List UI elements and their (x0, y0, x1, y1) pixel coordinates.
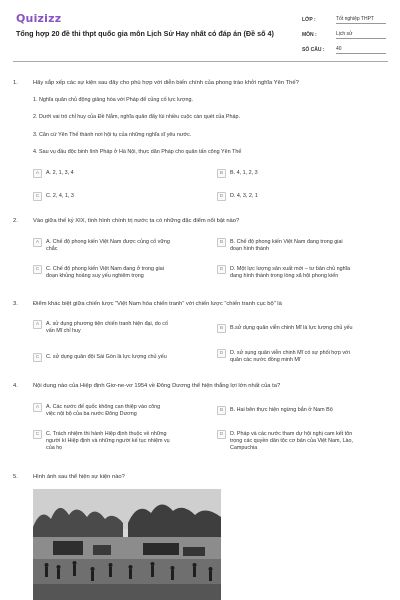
option-line: chắc (46, 246, 58, 252)
meta-class (302, 14, 386, 26)
option-text: B. 4, 1, 2, 3 (230, 170, 258, 176)
option-c[interactable] (33, 265, 164, 280)
option-text: C. 2, 4, 1, 3 (46, 193, 74, 199)
option-text (230, 324, 353, 332)
option-text (46, 353, 167, 361)
option-b[interactable] (217, 238, 343, 253)
option-letter: D (217, 430, 226, 439)
option-letter: B (217, 238, 226, 247)
option-line: việc nội bộ của ba nước Đông Dương (46, 411, 137, 417)
option-letter: B (217, 169, 226, 178)
option-letter: D (217, 349, 226, 358)
meta-value: Lịch sử (336, 31, 386, 39)
option-d[interactable] (217, 349, 350, 364)
question-text: Hãy sắp xếp các sự kiện sau đây cho phù hợp với diễn biến chính của phong trào khởi nghĩa Yên Thế? (33, 80, 299, 86)
meta-label: SỐ CÂU : (302, 47, 325, 53)
option-c[interactable] (33, 353, 167, 362)
option-a[interactable] (33, 238, 170, 253)
option-letter: B (217, 324, 226, 333)
meta-label: MÔN : (302, 32, 317, 38)
option-text (230, 238, 343, 253)
option-text (230, 349, 350, 364)
option-text (230, 265, 350, 280)
option-a[interactable] (33, 320, 168, 335)
option-line: đoạn khủng hoảng suy yếu nghiêm trọng (46, 273, 144, 279)
quizizz-logo: Quizizz (16, 12, 62, 25)
option-letter: A (33, 169, 42, 178)
question-number: 1. (13, 80, 18, 86)
option-d[interactable] (217, 265, 350, 280)
option-letter: C (33, 430, 42, 439)
option-line: C. Chế độ phong kiến Việt Nam đang ở trong giai (46, 266, 164, 272)
option-letter: C (33, 353, 42, 362)
meta-subject (302, 29, 386, 41)
question-number: 2. (13, 218, 18, 224)
option-c[interactable] (33, 430, 170, 452)
statement: 4. Sau vụ đầu độc binh lính Pháp ở Hà Nội, thực dân Pháp cho quân tấn công Yên Thế (33, 149, 242, 155)
option-line: A. Các nước đế quốc không can thiệp vào công (46, 404, 161, 410)
option-line: D. Pháp và các nước tham dự hội nghị cam kết tôn (230, 431, 353, 437)
option-d[interactable] (217, 430, 353, 452)
option-letter: D (217, 192, 226, 201)
option-line: trọng các quyền dân tộc cơ bản của Việt Nam, Lào, (230, 438, 354, 444)
meta-value: Tốt nghiệp THPT (336, 16, 386, 24)
option-line: D. Một lực lượng sản xuất mới – tư bản chủ nghĩa (230, 266, 351, 272)
option-letter: C (33, 192, 42, 201)
question-text: Vào giữa thế kỷ XIX, tình hình chính trị nước ta có những đặc điểm nổi bật nào? (33, 218, 240, 224)
historical-photo (33, 489, 221, 600)
option-letter: A (33, 403, 42, 412)
meta-question-count (302, 44, 386, 56)
option-text (230, 406, 333, 414)
question-number: 4. (13, 383, 18, 389)
option-b[interactable] (217, 406, 333, 415)
option-line: của họ (46, 445, 63, 451)
option-text (46, 403, 160, 418)
question-text: Điểm khác biệt giữa chiến lược “Việt Nam hóa chiến tranh” với chiến lược “chiến tranh cục bộ” là (33, 301, 282, 307)
option-letter: A (33, 238, 42, 247)
option-line: D. sử sụng quân viễn chinh Mĩ có sự phối hợp với (230, 350, 350, 356)
question-number: 5. (13, 474, 18, 480)
header-divider (13, 61, 388, 62)
option-line: B. Chế độ phong kiến Việt Nam đang trong giai (230, 239, 343, 245)
statement: 2. Dưới vai trò chỉ huy của Đề Nắm, nghĩa quân đẩy lùi nhiều cuộc càn quét của Pháp. (33, 114, 241, 120)
option-c[interactable] (33, 192, 74, 201)
option-line: người kí Hiệp định và những người kế tục nhiệm vụ (46, 438, 170, 444)
question-number: 3. (13, 301, 18, 307)
option-letter: C (33, 265, 42, 274)
option-line: Campuchia (230, 445, 258, 451)
option-letter: B (217, 406, 226, 415)
meta-label: LỚP : (302, 17, 316, 23)
option-text (46, 320, 168, 335)
option-text (46, 430, 170, 452)
option-line: B. Hai bên thực hiện ngừng bắn ở Nam Bộ (230, 407, 333, 413)
option-line: A. Chế độ phong kiến Việt Nam được củng cố vững (46, 239, 170, 245)
option-text (230, 430, 353, 452)
option-text (46, 238, 170, 253)
option-line: C. Trách nhiệm thi hành Hiệp định thuộc về những (46, 431, 167, 437)
meta-box (302, 14, 386, 59)
question-text: Nội dung nào của Hiệp định Giơ-ne-vơ 1954 về Đông Dương thể hiện thắng lợi lớn nhất của ta? (33, 383, 281, 389)
option-letter: D (217, 265, 226, 274)
option-a[interactable] (33, 403, 160, 418)
option-text: A. 2, 1, 3, 4 (46, 170, 74, 176)
meta-value: 40 (336, 46, 386, 54)
option-text (46, 265, 164, 280)
option-line: quân các nước đồng minh Mĩ (230, 357, 301, 363)
option-b[interactable] (217, 324, 353, 333)
option-a[interactable] (33, 169, 74, 178)
statement: 3. Căn cứ Yên Thế thành nơi hội tụ của những nghĩa sĩ yêu nước. (33, 132, 192, 138)
option-line: C. sử dụng quân đội Sài Gòn là lực lượng chủ yếu (46, 354, 167, 360)
option-b[interactable] (217, 169, 258, 178)
option-line: đoạn hình thành (230, 246, 269, 252)
option-d[interactable] (217, 192, 258, 201)
option-line: đang hình thành trong lòng xã hội phong kiến (230, 273, 339, 279)
option-line: A. sử dụng phương tiện chiến tranh hiện đại, do cố (46, 321, 168, 327)
document-title: Tổng hợp 20 đề thi thpt quốc gia môn Lịch Sử Hay nhất có đáp án (Đề số 4) (16, 29, 274, 38)
option-line: B.sử dụng quân viễn chinh Mĩ là lực lượng chủ yếu (230, 325, 353, 331)
option-letter: A (33, 320, 42, 329)
option-line: vấn Mĩ chỉ huy (46, 328, 81, 334)
statement: 1. Nghĩa quân chủ động giảng hòa với Pháp để củng cố lực lượng. (33, 97, 193, 103)
option-text: D. 4, 3, 2, 1 (230, 193, 258, 199)
question-text: Hình ảnh sau thể hiện sự kiện nào? (33, 474, 125, 480)
